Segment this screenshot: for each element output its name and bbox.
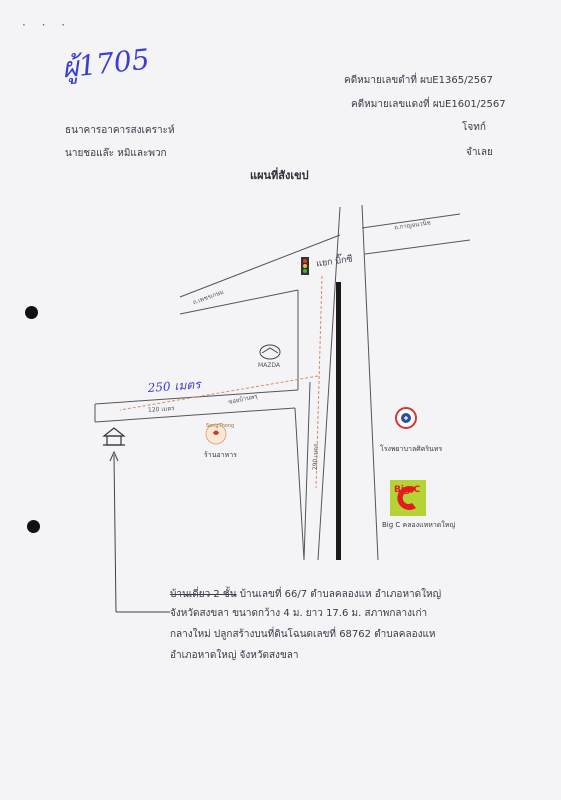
plaintiff-label: โจทก์ [462, 122, 486, 133]
description-line-2: จังหวัดสงขลา ขนาดกว้าง 4 ม. ยาว 17.6 ม. สภาพกลางเก่า [170, 608, 428, 619]
handwritten-number: ผู้1705 [60, 42, 152, 85]
distance-main-road: 290 เมตร [311, 443, 320, 471]
hospital-label: โรงพยาบาลศิครินทร [380, 445, 443, 453]
plaintiff-name: ธนาคารอาคารสงเคราะห์ [65, 125, 175, 136]
mazda-logo-icon [260, 345, 280, 359]
distance-soi: 120 เมตร [147, 405, 175, 414]
pointer-arrow [110, 452, 170, 612]
red-case-number: คดีหมายเลขแดงที่ ผบE1601/2567 [351, 99, 506, 110]
distance-handwritten: 250 เมตร [147, 377, 202, 395]
road-median [336, 282, 341, 560]
black-case-number: คดีหมายเลขดำที่ ผบE1365/2567 [344, 75, 493, 86]
page-title: แผนที่สังเขป [250, 169, 309, 182]
defendant-label: จำเลย [466, 147, 493, 158]
description-line-1-text: บ้านเลขที่ 66/7 ตำบลคลองแห อำเภอหาดใหญ่ [236, 589, 442, 600]
restaurant-brand: SongThong [206, 423, 235, 429]
house-icon [103, 428, 125, 445]
bigc-label: Big C คลองแหหาดใหญ่ [382, 521, 456, 529]
road-top-right-label: ถ.กาญจนวนิช [393, 219, 432, 232]
hospital-logo-icon [396, 408, 416, 428]
soi-label: ซอยบ้านพรุ [227, 392, 259, 406]
mazda-label: MAZDA [258, 362, 281, 369]
description-line-4: อำเภอหาดใหญ่ จังหวัดสงขลา [170, 650, 299, 661]
restaurant-label: ร้านอาหาร [204, 451, 237, 459]
description-struck: บ้านเดี่ยว 2 ชั้น [170, 589, 237, 600]
bigc-logo-text: Big C [394, 485, 421, 495]
pencil-marks: · · · [22, 18, 72, 32]
traffic-light-icon [301, 257, 309, 275]
intersection-label: แยก บิ๊กซี [315, 254, 354, 270]
bigc-logo-icon [390, 480, 426, 516]
description-line-3: กลางใหม่ ปลูกสร้างบนที่ดินโฉนดเลขที่ 68762 ตำบลคลองแห [170, 629, 436, 640]
description-line-1 [170, 587, 441, 602]
road-left-label: ถ.เพชรเกษม [191, 288, 225, 307]
defendant-name: นายชอแล๊ะ หมิและพวก [65, 148, 167, 159]
